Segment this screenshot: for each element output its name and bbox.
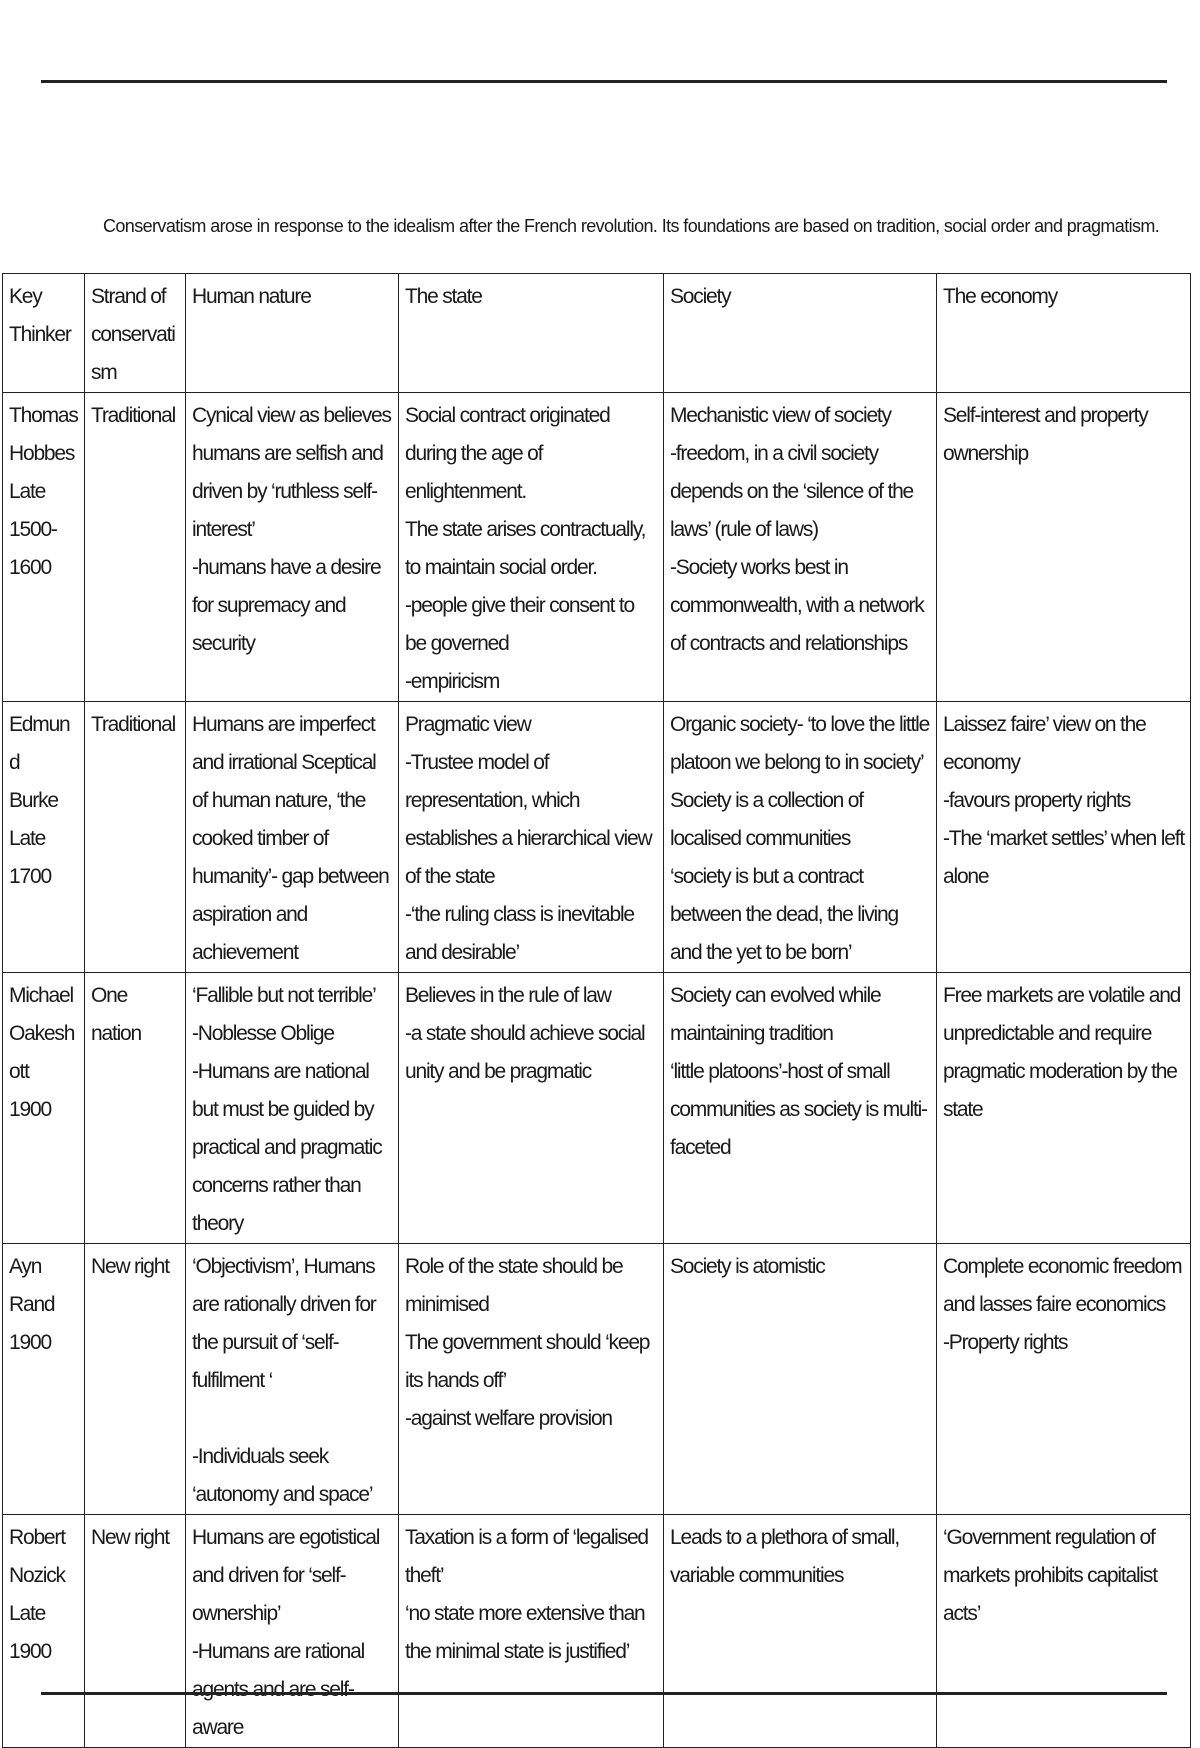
- cell-line: ‘Objectivism’, Humans are rationally driven for the pursuit of ‘self-fulfilment ‘: [192, 1255, 376, 1392]
- cell-line: -freedom, in a civil society depends on the ‘silence of the laws’ (rule of laws): [670, 442, 914, 541]
- top-rule: [41, 80, 1167, 83]
- cell-line: The state arises contractually, to maintain social order.: [405, 518, 646, 579]
- economy-cell: [937, 973, 1191, 1244]
- cell-line: The government should ‘keep its hands off’: [405, 1331, 650, 1392]
- cell-line: 1900: [9, 1098, 51, 1121]
- strand-cell: [85, 393, 186, 702]
- strand-cell: [85, 973, 186, 1244]
- society-cell: [664, 1515, 937, 1748]
- header-row: [3, 274, 1191, 393]
- thinker-cell: [3, 393, 85, 702]
- cell-line: -‘the ruling class is inevitable and desirable’: [405, 903, 634, 964]
- cell-line: Leads to a plethora of small, variable communities: [670, 1526, 900, 1587]
- state-cell: [399, 1244, 664, 1515]
- cell-line: 1500-: [9, 518, 57, 541]
- table-row: [3, 393, 1191, 702]
- cell-line: Cynical view as believes humans are selfish and driven by ‘ruthless self-interest’: [192, 404, 391, 541]
- state-cell: [399, 1515, 664, 1748]
- cell-line: Ayn Rand: [9, 1255, 55, 1316]
- society-cell: [664, 393, 937, 702]
- cell-line: Robert: [9, 1526, 65, 1549]
- cell-line: -Humans are rational agents and are self-aware: [192, 1640, 365, 1739]
- cell-line: -a state should achieve social unity and be pragmatic: [405, 1022, 645, 1083]
- cell-line: Self-interest and property ownership: [943, 404, 1148, 465]
- cell-line: -Humans are national but must be guided by practical and pragmatic concerns rather than theory: [192, 1060, 382, 1235]
- cell-line: Complete economic freedom and lasses faire economics: [943, 1255, 1182, 1316]
- thinker-cell: [3, 702, 85, 973]
- cell-line: 1600: [9, 556, 51, 579]
- cell-line: -Society works best in commonwealth, with a network of contracts and relationships: [670, 556, 924, 655]
- cell-line: -Trustee model of representation, which establishes a hierarchical view of the state: [405, 751, 652, 888]
- cell-line: Thomas: [9, 404, 78, 427]
- cell-line: -Individuals seek ‘autonomy and space’: [192, 1445, 373, 1506]
- cell-line: ‘no state more extensive than the minimal state is justified’: [405, 1602, 645, 1663]
- cell-line: One nation: [91, 984, 142, 1045]
- cell-line: Believes in the rule of law: [405, 984, 611, 1007]
- society-cell: [664, 702, 937, 973]
- cell-line: Laissez faire’ view on the economy: [943, 713, 1146, 774]
- cell-line: Traditional: [91, 404, 176, 427]
- state-cell: [399, 702, 664, 973]
- cell-line: ‘society is but a contract between the dead, the living and the yet to be born’: [670, 865, 898, 964]
- header-the-state: The state: [399, 274, 664, 393]
- human-nature-cell: [186, 1244, 399, 1515]
- cell-line: Oakeshott: [9, 1022, 75, 1083]
- cell-line: -humans have a desire for supremacy and security: [192, 556, 381, 655]
- cell-line: 1900: [9, 1331, 51, 1354]
- cell-line: Humans are imperfect and irrational Sceptical of human nature, ‘the cooked timber of humanity’- gap between aspiration and achievement: [192, 713, 389, 964]
- cell-line: Edmund: [9, 713, 70, 774]
- cell-line: ‘Government regulation of markets prohibits capitalist acts’: [943, 1526, 1157, 1625]
- header-the-economy: The economy: [937, 274, 1191, 393]
- cell-line: -Property rights: [943, 1331, 1068, 1354]
- cell-line: Late 1700: [9, 827, 51, 888]
- table-row: [3, 1515, 1191, 1748]
- header-strand: Strand of conservatism: [85, 274, 186, 393]
- human-nature-cell: [186, 702, 399, 973]
- cell-line: -against welfare provision: [405, 1407, 612, 1430]
- cell-line: -favours property rights: [943, 789, 1131, 812]
- cell-line: Michael: [9, 984, 73, 1007]
- human-nature-cell: [186, 393, 399, 702]
- strand-cell: [85, 1244, 186, 1515]
- economy-cell: [937, 1244, 1191, 1515]
- conservatism-table: [2, 273, 1191, 1748]
- state-cell: [399, 393, 664, 702]
- strand-cell: [85, 1515, 186, 1748]
- table-row: [3, 1244, 1191, 1515]
- cell-line: New right: [91, 1255, 169, 1278]
- cell-line: ‘Fallible but not terrible’: [192, 984, 376, 1007]
- society-cell: [664, 1244, 937, 1515]
- cell-line: -empiricism: [405, 670, 500, 693]
- state-cell: [399, 973, 664, 1244]
- cell-line: Pragmatic view: [405, 713, 531, 736]
- intro-text: Conservatism arose in response to the idealism after the French revolution. Its foundations are based on tradition, social order and pragmatism.: [103, 216, 1160, 236]
- header-human-nature: Human nature: [186, 274, 399, 393]
- economy-cell: [937, 393, 1191, 702]
- cell-line: -Noblesse Oblige: [192, 1022, 334, 1045]
- cell-line: Society is atomistic: [670, 1255, 825, 1278]
- table-row: [3, 973, 1191, 1244]
- header-society: Society: [664, 274, 937, 393]
- cell-line: -The ‘market settles’ when left alone: [943, 827, 1184, 888]
- table-row: [3, 702, 1191, 973]
- cell-line: ‘little platoons’-host of small communities as society is multi-faceted: [670, 1060, 927, 1159]
- cell-line: Late: [9, 480, 46, 503]
- thinker-cell: [3, 973, 85, 1244]
- economy-cell: [937, 1515, 1191, 1748]
- cell-line: New right: [91, 1526, 169, 1549]
- human-nature-cell: [186, 973, 399, 1244]
- cell-line: Humans are egotistical and driven for ‘self-ownership’: [192, 1526, 380, 1625]
- cell-line: [192, 1400, 392, 1438]
- economy-cell: [937, 702, 1191, 973]
- society-cell: [664, 973, 937, 1244]
- cell-line: Organic society- ‘to love the little platoon we belong to in society’: [670, 713, 930, 774]
- cell-line: Society can evolved while maintaining tradition: [670, 984, 881, 1045]
- cell-line: Role of the state should be minimised: [405, 1255, 623, 1316]
- human-nature-cell: [186, 1515, 399, 1748]
- cell-line: Traditional: [91, 713, 176, 736]
- cell-line: Social contract originated during the age of enlightenment.: [405, 404, 610, 503]
- cell-line: Hobbes: [9, 442, 75, 465]
- bottom-rule: [41, 1692, 1167, 1695]
- cell-line: Taxation is a form of ‘legalised theft’: [405, 1526, 648, 1587]
- strand-cell: [85, 702, 186, 973]
- cell-line: Society is a collection of localised communities: [670, 789, 863, 850]
- cell-line: Late 1900: [9, 1602, 51, 1663]
- thinker-cell: [3, 1515, 85, 1748]
- header-key-thinker: Key Thinker: [3, 274, 85, 393]
- cell-line: Nozick: [9, 1564, 65, 1587]
- cell-line: Burke: [9, 789, 58, 812]
- cell-line: Free markets are volatile and unpredictable and require pragmatic moderation by the state: [943, 984, 1181, 1121]
- cell-line: -people give their consent to be governed: [405, 594, 635, 655]
- cell-line: Mechanistic view of society: [670, 404, 891, 427]
- thinker-cell: [3, 1244, 85, 1515]
